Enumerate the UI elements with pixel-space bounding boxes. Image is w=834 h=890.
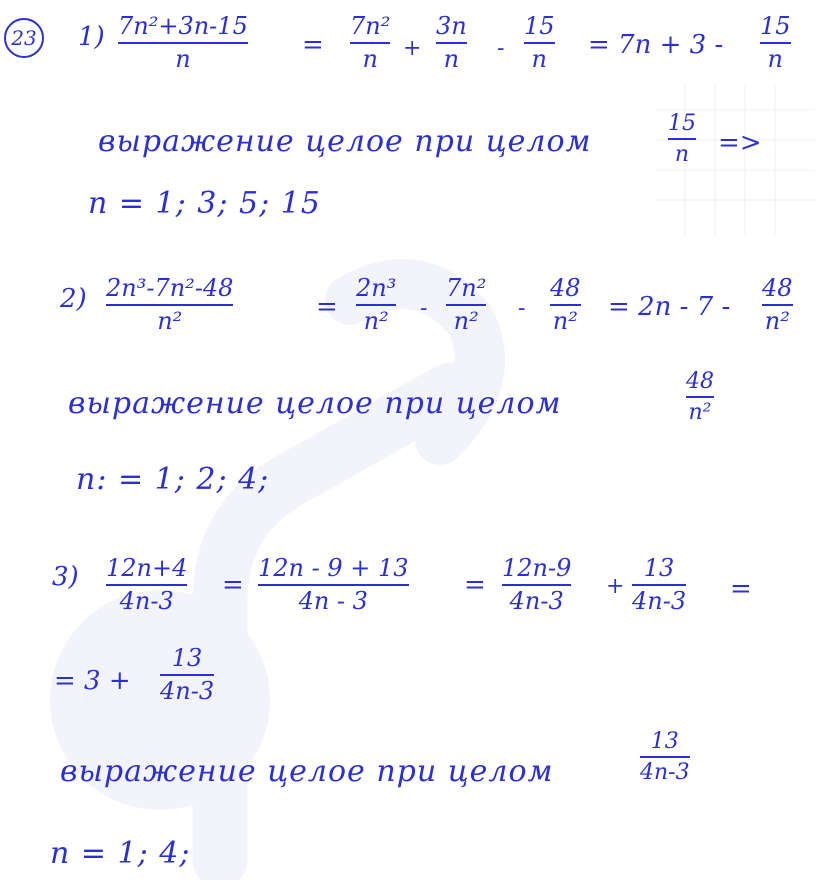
part2-op2: - (518, 296, 526, 321)
part1-t3-den: n (531, 45, 547, 74)
part1-result: = 7n + 3 - (588, 30, 724, 60)
part2-term1 (356, 276, 396, 334)
part2-lhs-fraction (106, 276, 233, 334)
part1-condition (668, 112, 696, 166)
part1-cond-num: 15 (668, 111, 696, 136)
part1-op1: + (403, 36, 422, 61)
part2-condition (686, 370, 714, 424)
part3-t1-den: 4n - 3 (298, 587, 368, 616)
part1-lhs-num: 7n²+3n-15 (118, 12, 248, 40)
part2-t1-den: n² (363, 307, 389, 336)
part3-eq1: = (222, 570, 244, 600)
part3-cond-den: 4n-3 (640, 760, 690, 786)
part2-label: 2) (60, 284, 87, 314)
part3-r-num: 13 (171, 644, 203, 672)
part3-term1 (258, 556, 409, 614)
part3-r-den: 4n-3 (160, 677, 215, 706)
part1-result-fraction (760, 14, 791, 72)
part1-eq: = (302, 30, 324, 60)
fraction-bar (760, 42, 791, 44)
part3-text: выражение целое при целом (60, 754, 554, 789)
part1-text: выражение целое при целом (98, 124, 592, 159)
part3-condition (640, 730, 690, 784)
fraction-bar (258, 584, 409, 586)
part2-t3-num: 48 (550, 274, 581, 302)
part1-op2: - (497, 36, 505, 61)
fraction-bar (106, 304, 233, 306)
part1-answer: n = 1; 3; 5; 15 (88, 186, 321, 221)
part2-t2-den: n² (453, 307, 479, 336)
fraction-bar (446, 304, 486, 306)
part3-lhs-fraction (106, 556, 187, 614)
part2-cond-den: n² (688, 400, 712, 426)
part2-lhs-den: n² (157, 307, 183, 336)
part3-cond-num: 13 (650, 729, 679, 754)
part2-term3 (550, 276, 581, 334)
part2-lhs-num: 2n³-7n²-48 (106, 274, 234, 302)
part3-t2-den: 4n-3 (509, 587, 564, 616)
fraction-bar (686, 396, 714, 398)
part3-t3-den: 4n-3 (632, 587, 687, 616)
part2-cond-num: 48 (686, 369, 714, 394)
part1-term3 (524, 14, 555, 72)
fraction-bar (632, 584, 686, 586)
part1-t1-num: 7n² (350, 12, 391, 40)
fraction-bar (160, 674, 214, 676)
part3-term2 (502, 556, 571, 614)
part1-t2-num: 3n (436, 12, 467, 40)
part1-label: 1) (78, 22, 105, 52)
part2-result: = 2n - 7 - (608, 292, 731, 322)
fraction-bar (436, 42, 467, 44)
fraction-bar (640, 756, 690, 758)
part3-label: 3) (52, 562, 79, 592)
part3-lhs-den: 4n-3 (119, 587, 174, 616)
part1-implies: => (718, 128, 762, 158)
fraction-bar (762, 304, 793, 306)
part2-r-den: n² (764, 307, 790, 336)
part3-lhs-num: 12n+4 (106, 554, 188, 582)
part3-eq2: = (464, 570, 486, 600)
part1-r-num: 15 (760, 12, 791, 40)
part3-result-fraction (160, 646, 214, 704)
part2-text: выражение целое при целом (68, 386, 562, 421)
part1-r-den: n (767, 45, 783, 74)
part3-t1-num: 12n - 9 + 13 (258, 554, 409, 582)
fraction-bar (524, 42, 555, 44)
part2-result-fraction (762, 276, 793, 334)
part1-cond-den: n (674, 142, 690, 168)
part1-term1 (350, 14, 390, 72)
part3-op: + (606, 574, 625, 599)
part2-op1: - (420, 296, 428, 321)
part1-lhs-fraction (118, 14, 248, 72)
part1-term2 (436, 14, 467, 72)
part3-term3 (632, 556, 686, 614)
part1-t2-den: n (443, 45, 460, 74)
fraction-bar (550, 304, 581, 306)
fraction-bar (356, 304, 396, 306)
fraction-bar (502, 584, 571, 586)
part2-answer: n: = 1; 2; 4; (76, 462, 270, 497)
part1-t1-den: n (362, 45, 378, 74)
part3-eq3: = (730, 574, 752, 604)
fraction-bar (118, 42, 248, 44)
problem-number: 23 (4, 18, 44, 58)
part2-eq: = (316, 292, 338, 322)
part3-t2-num: 12n-9 (502, 554, 572, 582)
fraction-bar (106, 584, 187, 586)
part2-term2 (446, 276, 486, 334)
part2-t3-den: n² (552, 307, 578, 336)
part3-t3-num: 13 (643, 554, 675, 582)
part3-line2: = 3 + (54, 666, 131, 696)
part2-t2-num: 7n² (446, 274, 487, 302)
fraction-bar (668, 138, 696, 140)
part3-answer: n = 1; 4; (50, 836, 191, 871)
fraction-bar (350, 42, 390, 44)
part1-t3-num: 15 (524, 12, 555, 40)
part2-r-num: 48 (762, 274, 793, 302)
part1-lhs-den: n (175, 45, 191, 74)
part2-t1-num: 2n³ (356, 274, 397, 302)
